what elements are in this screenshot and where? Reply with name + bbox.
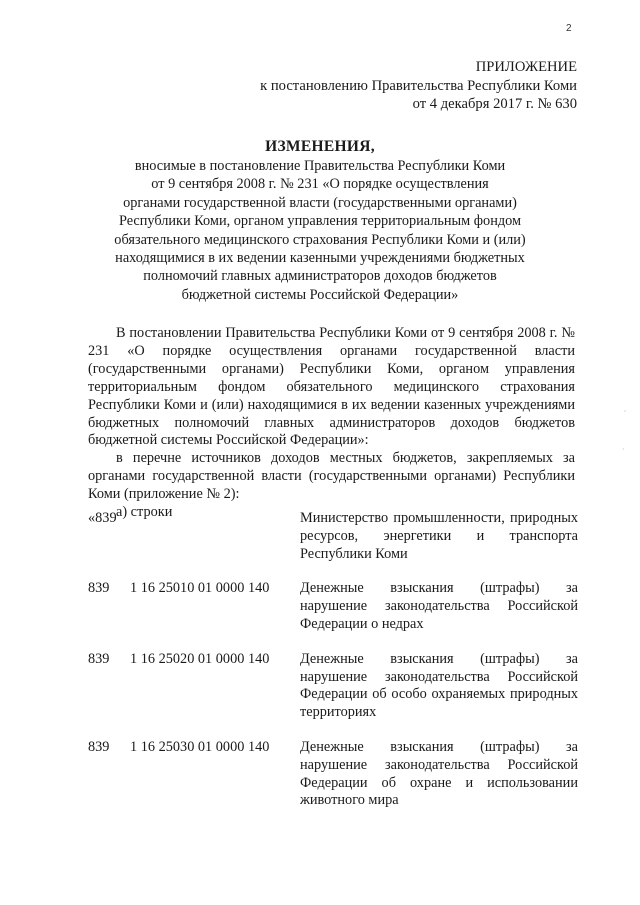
document-title: ИЗМЕНЕНИЯ, — [265, 138, 375, 155]
table-row — [88, 651, 578, 722]
appendix-header — [217, 58, 577, 114]
page-number: 2 — [566, 23, 572, 34]
body-text — [88, 325, 575, 522]
budget-class-code: 1 16 25010 01 0000 140 — [130, 580, 270, 597]
table-row — [88, 739, 578, 810]
revenue-table — [88, 510, 578, 827]
subtitle-line: находящимися в их ведении казенными учреждениями бюджетных — [115, 250, 525, 267]
appendix-resolution-line: к постановлению Правительства Республики Коми — [260, 77, 577, 94]
table-row — [88, 510, 578, 563]
admin-code: 839 — [88, 738, 110, 755]
subitem-paragraph: а) строки — [116, 504, 173, 521]
appendix-date-line: от 4 декабря 2017 г. № 630 — [412, 96, 577, 112]
admin-code: 839 — [88, 580, 110, 597]
subtitle-line: обязательного медицинского страхования Республики Коми и (или) — [114, 231, 526, 248]
subtitle-line: бюджетной системы Российской Федерации» — [181, 286, 459, 303]
scan-mark: ⸱ — [624, 407, 627, 416]
subtitle-line: полномочий главных администраторов доходов бюджетов — [143, 268, 497, 285]
revenue-name: Денежные взыскания (штрафы) за нарушение законодательства Российской Федерации об охране и использовании животного мира — [300, 738, 578, 809]
admin-code: 839 — [88, 650, 110, 667]
appendix-heading: ПРИЛОЖЕНИЕ — [475, 59, 577, 75]
revenue-name: Денежные взыскания (штрафы) за нарушение законодательства Российской Федерации об особо охраняемых природных территориях — [300, 650, 578, 721]
budget-class-code — [130, 510, 300, 563]
table-row — [88, 580, 578, 633]
budget-class-code: 1 16 25030 01 0000 140 — [130, 738, 270, 755]
subtitle-line: от 9 сентября 2008 г. № 231 «О порядке осуществления — [151, 176, 489, 193]
subtitle-line: органами государственной власти (государственными органами) — [123, 194, 517, 211]
scan-mark: · — [622, 445, 625, 454]
revenue-name: Министерство промышленности, природных ресурсов, энергетики и транспорта Республики Коми — [300, 510, 578, 562]
budget-class-code: 1 16 25020 01 0000 140 — [130, 650, 270, 667]
subtitle-line: вносимые в постановление Правительства Республики Коми — [134, 158, 506, 174]
revenue-name: Денежные взыскания (штрафы) за нарушение законодательства Российской Федерации о недрах — [300, 580, 578, 632]
document-subtitle — [80, 157, 560, 304]
subtitle-line: Республики Коми, органом управления территориальным фондом — [118, 213, 522, 230]
list-paragraph: в перечне источников доходов местных бюджетов, закрепляемых за органами государственной власти (государственными органами) Республики Коми (приложение № 2): — [88, 450, 575, 503]
admin-code: «839 — [88, 510, 117, 526]
intro-paragraph: В постановлении Правительства Республики Коми от 9 сентября 2008 г. № 231 «О порядке осуществления органами государственной власти (государственными органами) Республики Коми, органом управления территориальным фондом обязательного медицинского страхования Республики Коми и (или) находящимися в их ведении казенных учреждениями бюджетных полномочий главных администраторов доходов бюджетов бюджетной системы Российской Федерации»: — [88, 325, 575, 449]
